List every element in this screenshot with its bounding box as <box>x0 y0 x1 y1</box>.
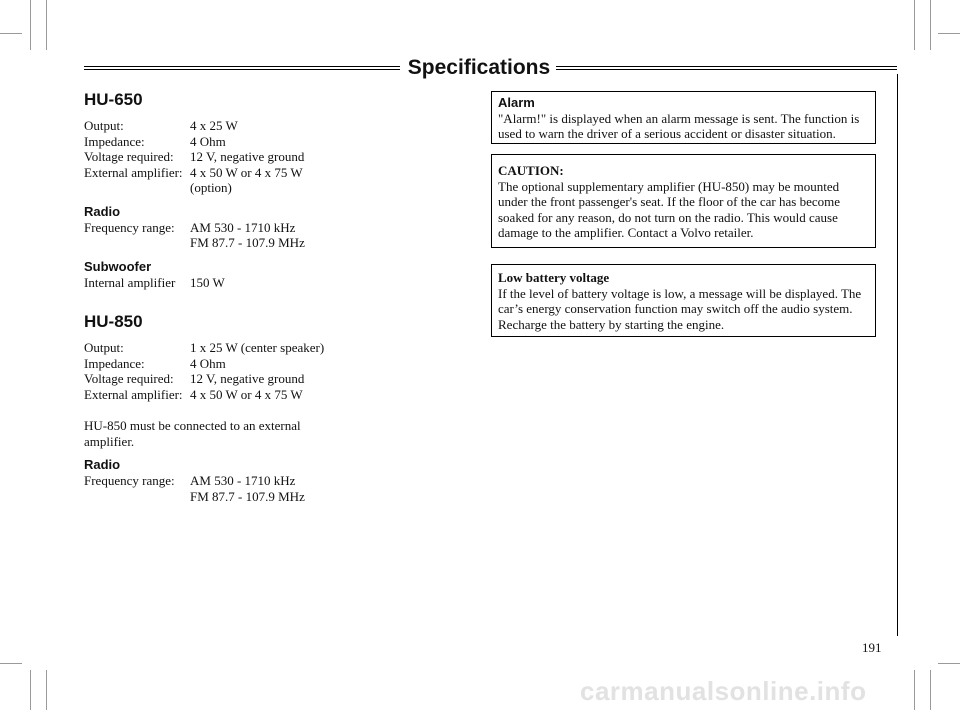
spec-label <box>84 489 190 505</box>
spec-value: (option) <box>190 180 232 195</box>
spec-value: 4 x 50 W or 4 x 75 W <box>190 386 303 402</box>
alarm-heading: Alarm <box>498 95 535 110</box>
spec-row <box>84 371 464 387</box>
spec-row <box>84 149 464 165</box>
spec-value: AM 530 - 1710 kHz <box>190 473 296 488</box>
hu650-specs <box>84 118 464 196</box>
crop-mark <box>938 663 960 664</box>
crop-mark <box>930 670 931 710</box>
spec-row <box>84 473 464 489</box>
spec-label: Voltage required: <box>84 149 174 164</box>
spec-label: Internal amplifier <box>84 274 176 290</box>
crop-mark <box>0 663 22 664</box>
spec-row <box>84 220 464 236</box>
caution-text: The optional supplementary amplifier (HU-850) may be mounted under the front passenger's seat. If the floor of the car has become soaked for any reason, do not turn on the radio. This would cause damage to the amplifier. Contact a Volvo retailer. <box>498 178 841 240</box>
spec-label: External amplifier: <box>84 164 183 180</box>
watermark: carmanualsonline.info <box>580 676 867 706</box>
hu650-subwoofer-heading: Subwoofer <box>84 258 152 274</box>
spec-label: Impedance: <box>84 133 145 149</box>
spec-label: Impedance: <box>84 355 145 371</box>
caution-heading: CAUTION: <box>498 163 564 178</box>
spec-value: 4 x 50 W or 4 x 75 W <box>190 164 303 180</box>
caution-box <box>491 154 876 248</box>
crop-mark <box>30 0 31 50</box>
spec-row <box>84 489 464 505</box>
page-title: Specifications <box>407 56 551 79</box>
hu850-radio-heading: Radio <box>84 457 121 472</box>
spec-label <box>84 235 190 251</box>
spec-label: External amplifier: <box>84 386 183 402</box>
battery-text: If the level of battery voltage is low, a message will be displayed. The car’s energy conservation function may switch off the audio system. Recharge the battery by starting the engine. <box>498 285 862 332</box>
spec-row <box>84 118 464 134</box>
spec-value: 4 Ohm <box>190 133 226 149</box>
spec-value: 1 x 25 W (center speaker) <box>190 340 325 355</box>
spec-row <box>84 387 464 403</box>
spec-row <box>84 340 464 356</box>
spec-value: 12 V, negative ground <box>190 149 305 164</box>
spec-label: Frequency range: <box>84 219 175 235</box>
page-number: 191 <box>862 640 882 655</box>
spec-value: FM 87.7 - 107.9 MHz <box>190 235 305 250</box>
alarm-text: "Alarm!" is displayed when an alarm message is sent. The function is used to warn the driver of a serious accident or disaster situation. <box>498 110 860 141</box>
spec-row <box>84 235 464 251</box>
spec-value: 150 W <box>190 274 225 290</box>
crop-mark <box>930 0 931 50</box>
specs-column <box>84 90 464 504</box>
crop-mark <box>914 0 915 50</box>
crop-mark <box>30 670 31 710</box>
crop-mark <box>0 33 22 34</box>
title-rule-left <box>84 66 400 70</box>
spec-label: Frequency range: <box>84 473 175 488</box>
hu650-heading: HU-650 <box>84 90 143 109</box>
spec-value: 12 V, negative ground <box>190 371 305 386</box>
spec-label: Output: <box>84 118 124 133</box>
spec-label <box>84 180 190 196</box>
battery-heading: Low battery voltage <box>498 270 610 285</box>
title-rule-right <box>556 66 897 70</box>
spec-row <box>84 165 464 181</box>
spec-row <box>84 134 464 150</box>
crop-mark <box>938 33 960 34</box>
spec-label: Output: <box>84 340 124 355</box>
spec-value: FM 87.7 - 107.9 MHz <box>190 488 305 504</box>
crop-mark <box>46 0 47 50</box>
spec-value: 4 x 25 W <box>190 118 238 133</box>
spec-row <box>84 356 464 372</box>
hu850-note: HU-850 must be connected to an external amplifier. <box>84 418 301 449</box>
page-edge-rule <box>897 74 898 636</box>
hu650-radio-heading: Radio <box>84 203 121 219</box>
spec-value: AM 530 - 1710 kHz <box>190 219 296 235</box>
hu850-heading: HU-850 <box>84 312 143 331</box>
spec-row <box>84 180 464 196</box>
battery-box <box>491 264 876 337</box>
spec-row <box>84 275 464 291</box>
crop-mark <box>46 670 47 710</box>
page-header <box>84 55 897 83</box>
spec-label: Voltage required: <box>84 371 174 386</box>
spec-value: 4 Ohm <box>190 355 226 371</box>
crop-mark <box>914 670 915 710</box>
alarm-box <box>491 91 876 144</box>
